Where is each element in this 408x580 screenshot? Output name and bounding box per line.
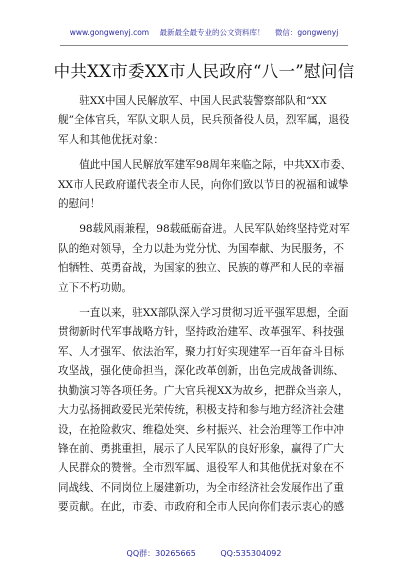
paragraph: 值此中国人民解放军建军98周年来临之际，中共XX市委、XX市人民政府谨代表全市人民，向你们致以节日的祝福和诚挚的慰问！ [58,159,352,211]
header-divider [60,45,348,46]
page-header [0,27,408,38]
document-body [58,92,352,518]
paragraph: 一直以来，驻XX部队深入学习贯彻习近平强军思想，全面贯彻新时代军事战略方针，坚持政治建军、改革强军、科技强军、人才强军、依法治军，聚力打好实现建军一百年奋斗目标攻坚战，强化使命担当，深化改革创新，出色完成战备训练、执勤演习等各项任务。广大官兵视XX为故乡，把群众当亲人，大力弘扬拥政爱民光荣传统，积极支持和参与地方经济社会建设，在抢险救灾、维稳处突、乡村振兴、社会治理等工作中冲锋在前、勇挑重担，展示了人民军队的良好形象，赢得了广大人民群众的赞誉。全市烈军属、退役军人和其他优抚对象在不同战线、不同岗位上屡建新功，为全市经济社会发展作出了重要贡献。在此，市委、市政府和全市人民向你们表示衷心的感 [58,307,349,514]
footer-qq: QQ:535304092 [220,549,282,558]
header-slogan: 最新最全最专业的公文资料库！ [159,28,265,37]
page-footer [0,548,408,559]
paragraph-salutation: 驻XX中国人民解放军、中国人民武装警察部队和“XX舰”全体官兵，军队文职人员，民兵预备役人员，烈军属，退役军人和其他优抚对象： [58,95,350,146]
paragraph: 98载风雨兼程，98载砥砺奋进。人民军队始终坚持党对军队的绝对领导，全力以赴为党分忧、为国奉献、为民服务，不怕牺牲、英勇奋战，为国家的独立、民族的尊严和人民的幸福立下不朽功勋。 [58,223,350,294]
header-website[interactable]: www.gongwenyj.com [69,28,150,37]
footer-qq-group: QQ群：30265665 [126,549,196,558]
header-wechat: 微信：gongwenyj [274,28,339,37]
document-title: 中共XX市委XX市人民政府“八一”慰问信 [53,62,355,81]
